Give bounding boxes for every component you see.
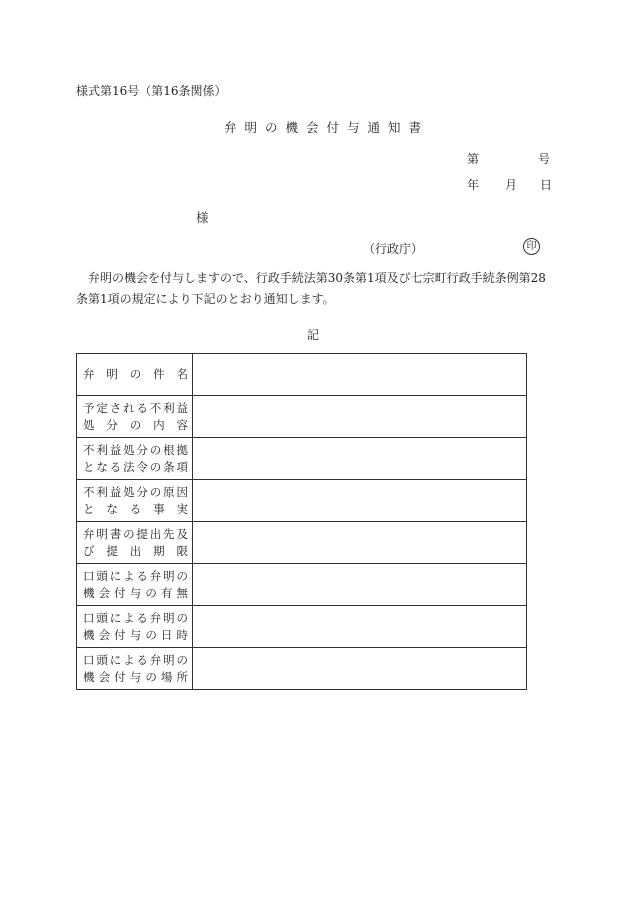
- row-label: [77, 522, 193, 564]
- row-value-field[interactable]: [193, 648, 527, 690]
- row-label-line: び提出期限: [83, 543, 188, 558]
- row-value-field[interactable]: [193, 606, 527, 648]
- body-paragraph: 弁明の機会を付与しますので、行政手続法第30条第1項及び七宗町行政手続条例第28条第1項の規定により下記のとおり通知します。: [76, 271, 546, 306]
- table-row: [77, 606, 527, 648]
- row-value-field[interactable]: [193, 354, 527, 396]
- row-label-line: 機会付与の日時: [83, 627, 188, 642]
- table-row: [77, 396, 527, 438]
- row-label: [77, 606, 193, 648]
- row-label: [77, 648, 193, 690]
- row-label-line: 機会付与の場所: [83, 669, 188, 684]
- row-label-line: 弁明の件名: [83, 367, 188, 381]
- row-label: [77, 564, 193, 606]
- row-label-line: 口頭による弁明の: [83, 568, 188, 583]
- issuing-agency: （行政庁）: [363, 242, 424, 256]
- row-label: [77, 480, 193, 522]
- row-label-line: 弁明書の提出先及: [83, 526, 188, 541]
- document-title: 弁明の機会付与通知書: [224, 120, 430, 135]
- row-label-line: 不利益処分の原因: [83, 484, 188, 499]
- row-label-line: となる法令の条項: [83, 459, 188, 474]
- table-row: [77, 564, 527, 606]
- table-row: [77, 522, 527, 564]
- row-value-field[interactable]: [193, 564, 527, 606]
- row-label-line: 処分の内容: [83, 417, 188, 432]
- date-year: 年: [467, 178, 480, 192]
- row-label: [77, 354, 193, 396]
- number-suffix: 号: [538, 152, 551, 166]
- row-value-field[interactable]: [193, 480, 527, 522]
- table-row: [77, 480, 527, 522]
- addressee-suffix: 様: [196, 210, 209, 225]
- date-month: 月: [505, 178, 518, 192]
- notice-table: [76, 353, 527, 690]
- row-value-field[interactable]: [193, 522, 527, 564]
- number-prefix: 第: [467, 152, 480, 166]
- ki-heading: 記: [307, 328, 320, 342]
- row-label-line: 予定される不利益: [83, 400, 188, 415]
- row-value-field[interactable]: [193, 396, 527, 438]
- seal-mark: 印: [523, 238, 540, 255]
- row-value-field[interactable]: [193, 438, 527, 480]
- form-number: 様式第16号（第16条関係）: [76, 84, 227, 98]
- row-label-line: 口頭による弁明の: [83, 652, 188, 667]
- table-row: [77, 648, 527, 690]
- row-label: [77, 396, 193, 438]
- table-row: [77, 438, 527, 480]
- table-row: [77, 354, 527, 396]
- row-label-line: 口頭による弁明の: [83, 610, 188, 625]
- row-label-line: 機会付与の有無: [83, 585, 188, 600]
- row-label: [77, 438, 193, 480]
- row-label-line: 不利益処分の根拠: [83, 442, 188, 457]
- date-day: 日: [540, 178, 553, 192]
- row-label-line: となる事実: [83, 501, 188, 516]
